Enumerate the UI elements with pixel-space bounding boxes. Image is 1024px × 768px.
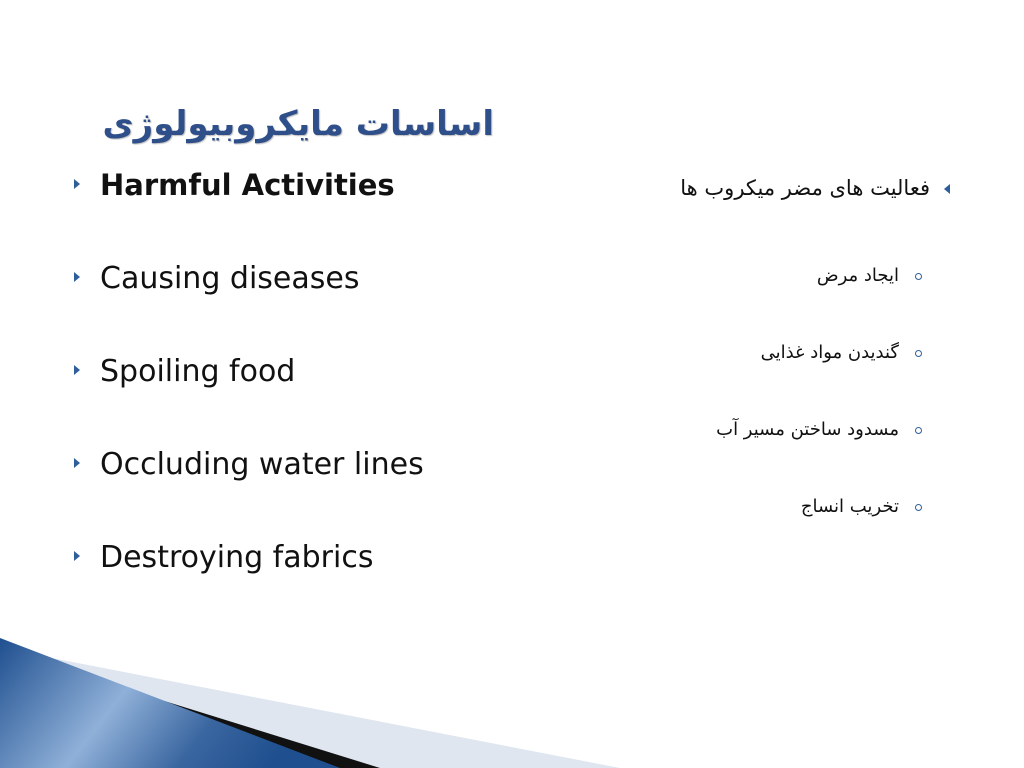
sub-item-disease-fa [817,265,922,286]
list-item-spoiling-food [74,354,295,389]
bullet-arrow-icon [74,365,80,375]
bullet-arrow-icon [74,458,80,468]
list-item-destroying-fabrics [74,540,373,575]
sub-item-text: ایجاد مرض [816,265,899,286]
list-item-occluding-water-lines [74,447,424,482]
list-item-harmful-activities [74,168,395,203]
list-item-text: Spoiling food [100,354,296,389]
list-item-text: Causing diseases [100,261,360,296]
bullet-circle-icon [915,273,922,280]
list-item-text: Harmful Activities [100,168,395,202]
list-item-harmful-activities-fa [680,176,950,200]
bullet-arrow-icon [74,179,80,189]
list-item-text: Destroying fabrics [100,540,374,575]
list-item-text: Occluding water lines [100,447,424,482]
sub-item-text: مسدود ساختن مسیر آب [716,419,899,440]
bullet-circle-icon [915,350,922,357]
sub-item-text: تخریب انساج [800,496,899,517]
bullet-circle-icon [915,427,922,434]
sub-item-water-fa [716,419,922,440]
sub-item-food-fa [761,342,922,363]
decorative-corner-band [0,638,1024,768]
sub-item-fabric-fa [801,496,922,517]
slide-title: اساسات مایکروبیولوژی [102,104,494,144]
band-blue-wedge [0,638,340,768]
bullet-arrow-icon [74,551,80,561]
list-item-causing-diseases [74,261,359,296]
bullet-arrow-icon [944,184,950,194]
bullet-circle-icon [915,504,922,511]
list-item-text: فعالیت های مضر میکروب ها [680,176,930,200]
bullet-arrow-icon [74,272,80,282]
sub-item-text: گندیدن مواد غذایی [760,342,899,363]
